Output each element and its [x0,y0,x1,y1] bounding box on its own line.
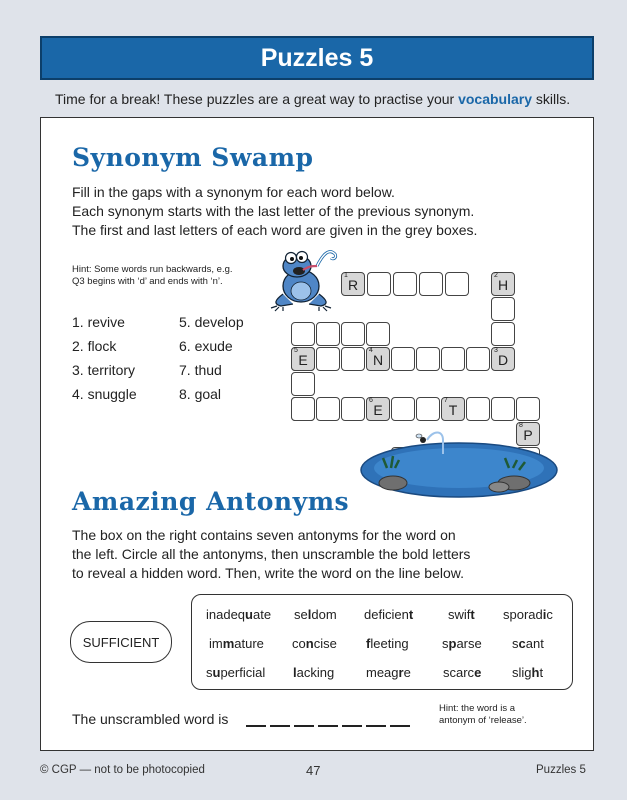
antonym-box [191,594,573,690]
clue-item: 3. territory [72,362,136,378]
answer-blank[interactable] [270,725,290,727]
antonym-word[interactable]: slight [512,665,544,680]
answer-blank[interactable] [366,725,386,727]
footer-page-number: 47 [306,763,321,778]
antonym-word[interactable]: immature [209,636,264,651]
hint-line: Q3 begins with ‘d’ and ends with ‘n’. [72,276,223,287]
clue-item: 7. thud [179,362,222,378]
cell-letter: E [373,402,383,418]
instruction-line: the left. Circle all the antonyms, then unscramble the bold letters [72,546,471,562]
grid-cell[interactable] [419,272,443,296]
antonym-hint [439,703,527,727]
grid-cell[interactable] [366,322,390,346]
antonym-word[interactable]: sparse [442,636,482,651]
grid-cell[interactable] [416,397,440,421]
cell-letter: P [523,427,533,443]
intro-before: Time for a break! These puzzles are a great way to practise your [55,91,459,107]
unscrambled-label: The unscrambled word is [72,711,229,727]
target-word: SUFFICIENT [70,621,172,663]
synonym-title: Synonym Swamp [72,143,314,172]
grid-cell[interactable] [291,372,315,396]
synonym-instructions [72,183,477,240]
answer-blank[interactable] [246,725,266,727]
cell-number: 7 [444,397,448,404]
pond-icon [359,430,559,500]
intro-text [55,91,570,107]
cell-number: 2 [494,272,498,279]
grid-cell[interactable] [341,397,365,421]
answer-blank[interactable] [294,725,314,727]
cell-letter: R [347,277,359,293]
instruction-line: The box on the right contains seven antonyms for the word on [72,527,456,543]
grid-cell[interactable] [491,297,515,321]
page-title: Puzzles 5 [260,43,374,72]
grid-cell[interactable] [491,397,515,421]
antonym-title: Amazing Antonyms [72,487,350,516]
grid-cell[interactable] [316,347,340,371]
grid-cell[interactable] [445,272,469,296]
cell-number: 3 [494,347,498,354]
cell-number: 5 [294,347,298,354]
page-header [40,36,594,80]
grid-cell[interactable] [491,322,515,346]
cell-letter: N [372,352,384,368]
clue-list [72,314,269,404]
antonym-word[interactable]: deficient [364,607,414,622]
antonym-word[interactable]: concise [292,636,337,651]
antonym-word[interactable]: swift [448,607,475,622]
grid-cell[interactable] [391,397,415,421]
cell-letter: H [497,277,509,293]
antonym-word[interactable]: fleeting [366,636,409,651]
grid-cell[interactable] [393,272,417,296]
grid-cell[interactable] [291,397,315,421]
antonym-word[interactable]: seldom [294,607,337,622]
clue-item: 4. snuggle [72,386,137,402]
clue-item: 5. develop [179,314,244,330]
answer-blank[interactable] [318,725,338,727]
cell-letter: E [298,352,308,368]
grid-cell[interactable] [466,347,490,371]
grid-cell[interactable] [416,347,440,371]
cell-letter: T [448,402,458,418]
grid-cell[interactable] [291,322,315,346]
antonym-word[interactable]: sporadic [503,607,553,622]
cell-letter: D [497,352,509,368]
puzzle-panel [40,117,594,751]
antonym-word[interactable]: scarce [443,665,482,680]
grid-cell[interactable] [316,322,340,346]
synonym-hint [72,264,233,288]
grid-cell[interactable] [341,322,365,346]
cell-number: 4 [369,347,373,354]
antonym-word[interactable]: meagre [366,665,411,680]
antonym-word[interactable]: scant [512,636,544,651]
hint-line: Hint: the word is a [439,703,516,714]
antonym-word[interactable]: inadequate [206,607,272,622]
grid-cell[interactable] [391,347,415,371]
grid-cell[interactable] [441,347,465,371]
grid-cell[interactable] [341,272,365,296]
grid-cell[interactable] [316,397,340,421]
instruction-line: to reveal a hidden word. Then, write the word on the line below. [72,565,464,581]
grid-cell[interactable] [341,347,365,371]
antonym-instructions [72,526,470,583]
answer-blank[interactable] [342,725,362,727]
grid-cell[interactable] [366,347,390,371]
footer-copyright: © CGP — not to be photocopied [40,764,205,776]
cell-number: 1 [344,272,348,279]
grid-cell[interactable] [491,347,515,371]
grid-cell[interactable] [466,397,490,421]
clue-item: 1. revive [72,314,125,330]
hint-line: Hint: Some words run backwards, e.g. [72,264,233,275]
instruction-line: The first and last letters of each word are given in the grey boxes. [72,222,478,238]
antonym-word[interactable]: lacking [293,665,335,680]
answer-blank[interactable] [390,725,410,727]
intro-after: skills. [532,91,571,107]
grid-cell[interactable] [516,397,540,421]
intro-highlight: vocabulary [458,91,533,107]
hint-line: antonym of ‘release’. [439,715,527,726]
frog-icon [267,244,347,314]
grid-cell[interactable] [441,397,465,421]
instruction-line: Each synonym starts with the last letter of the previous synonym. [72,203,475,219]
grid-cell[interactable] [291,347,315,371]
cell-number: 6 [369,397,373,404]
cell-number: 8 [519,422,523,429]
instruction-line: Fill in the gaps with a synonym for each word below. [72,184,395,200]
clue-item: 8. goal [179,386,222,402]
grid-cell[interactable] [366,397,390,421]
clue-item: 6. exude [179,338,233,354]
grid-cell[interactable] [367,272,391,296]
grid-cell[interactable] [491,272,515,296]
clue-item: 2. flock [72,338,117,354]
footer-section: Puzzles 5 [536,764,586,776]
antonym-word[interactable]: superficial [206,665,266,680]
